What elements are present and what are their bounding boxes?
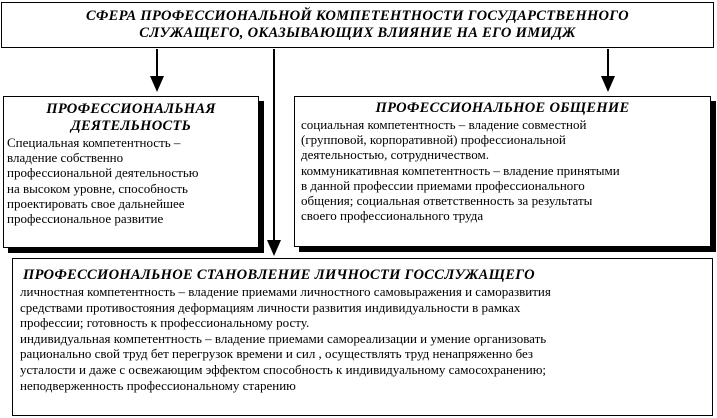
personal-development-title: ПРОФЕССИОНАЛЬНОЕ СТАНОВЛЕНИЕ ЛИЧНОСТИ ГОССЛУЖАЩЕГО <box>23 267 535 283</box>
sphere-title-line2: СЛУЖАЩЕГО, ОКАЗЫВАЮЩИХ ВЛИЯНИЕ НА ЕГО ИМИДЖ <box>139 25 576 41</box>
arrow-to-right-head <box>601 76 615 92</box>
professional-communication-text: социальная компетентность – владение совместной (групповой, корпоративной) профессиональной деятельностью, сотрудничеством. коммуникативная компетентность – владение принятыми в данной профессии приемами профессионального общения; социальная ответственность за результаты своего профессионального труда <box>301 117 620 224</box>
personal-development-box <box>12 258 713 416</box>
professional-activity-title-line2: ДЕЯТЕЛЬНОСТЬ <box>70 118 192 134</box>
professional-activity-title-line1: ПРОФЕССИОНАЛЬНАЯ <box>46 101 216 117</box>
competence-sphere-box <box>1 2 714 48</box>
professional-activity-title <box>4 97 258 135</box>
arrow-to-left-head <box>150 76 164 92</box>
professional-communication-title: ПРОФЕССИОНАЛЬНОЕ ОБЩЕНИЕ <box>375 100 630 116</box>
sphere-title <box>2 3 713 42</box>
personal-development-text: личностная компетентность – владение приемами личностного самовыражения и саморазвития средствами противостояния деформациям личности развития индивидуальности в рамках профессии; готовность к профессиональному росту. индивидуальная компетентность – владение приемами самореализации и умение организовать рационально свой труд бет перегрузок времени и сил , осуществлять труд ненапряженно без усталости и даже с освежающим эффектом способность к индивидуальному самосохранению; неподверженность профессиональному старению <box>20 284 551 393</box>
sphere-title-line1: СФЕРА ПРОФЕССИОНАЛЬНОЙ КОМПЕТЕНТНОСТИ ГОСУДАРСТВЕННОГО <box>86 8 629 24</box>
professional-activity-text: Специальная компетентность – владение собственно профессиональной деятельностью на высоком уровне, способность проектировать свое дальнейшее профессиональное развитие <box>7 135 199 227</box>
professional-activity-box <box>3 96 259 248</box>
professional-communication-box <box>294 96 711 247</box>
arrow-to-bottom-head <box>267 240 281 256</box>
